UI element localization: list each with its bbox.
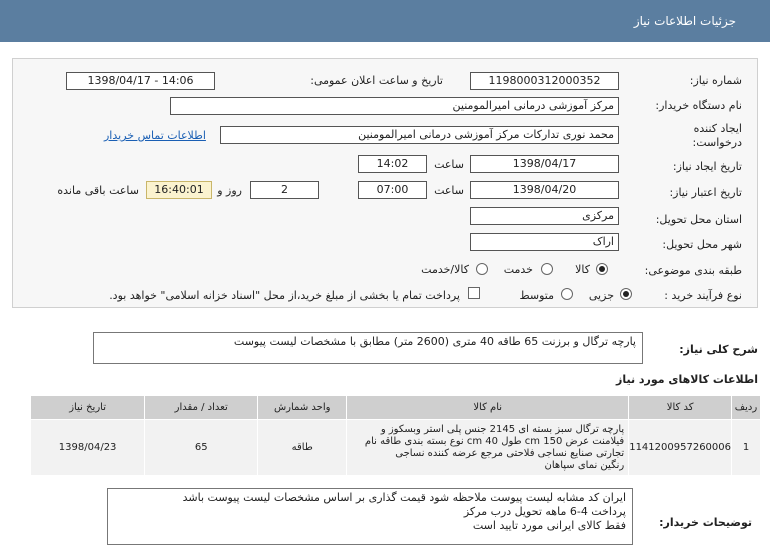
process-minor-label: جزیی bbox=[588, 289, 614, 302]
table-row bbox=[31, 420, 761, 476]
validity-time-label: ساعت bbox=[434, 184, 464, 197]
cell-row: 1 bbox=[732, 420, 761, 476]
col-qty: تعداد / مقدار bbox=[145, 396, 258, 420]
cell-name-line: پارچه ترگال سبز بسته ای 2145 جنس پلی استر وبسکوز و bbox=[380, 423, 625, 435]
announce-label: تاریخ و ساعت اعلان عمومی: bbox=[310, 74, 443, 87]
contact-info-link[interactable]: اطلاعات تماس خریدار bbox=[104, 129, 206, 142]
cell-unit: طاقه bbox=[258, 420, 347, 476]
days-label: روز و bbox=[217, 184, 242, 197]
buyer-org-field: مرکز آموزشی درمانی امیرالمومنین bbox=[170, 97, 619, 115]
category-both-radio[interactable] bbox=[476, 263, 488, 275]
page-header bbox=[0, 0, 770, 42]
cell-code: 1141200957260006 bbox=[629, 420, 732, 476]
need-number-label: شماره نیاز: bbox=[689, 74, 742, 87]
city-field: اراک bbox=[470, 233, 619, 251]
cell-name-line: تجارتی صنایع نساجی فلاحتی مرجع عرضه کننده نساجی bbox=[395, 447, 625, 459]
creator-label-1: ایجاد کننده bbox=[693, 122, 742, 135]
buyer-org-label: نام دستگاه خریدار: bbox=[655, 99, 742, 112]
city-label: شهر محل تحویل: bbox=[662, 238, 742, 251]
process-label: نوع فرآیند خرید : bbox=[664, 289, 742, 302]
announce-field: 1398/04/17 - 14:06 bbox=[66, 72, 215, 90]
cell-name bbox=[347, 420, 629, 476]
province-label: استان محل تحویل: bbox=[655, 213, 742, 226]
category-goods-radio[interactable] bbox=[596, 263, 608, 275]
create-time-field: 14:02 bbox=[358, 155, 427, 173]
process-medium-label: متوسط bbox=[519, 289, 554, 302]
process-minor-radio[interactable] bbox=[620, 288, 632, 300]
summary-text: پارچه ترگال و برزنت 65 طاقه 40 متری (2600 متر) مطابق با مشخصات لیست پیوست bbox=[233, 335, 636, 348]
remaining-days-field: 2 bbox=[250, 181, 319, 199]
summary-label: شرح کلی نیاز: bbox=[679, 343, 758, 356]
create-time-label: ساعت bbox=[434, 158, 464, 171]
category-label: طبقه بندی موضوعی: bbox=[644, 264, 742, 277]
process-medium-radio[interactable] bbox=[561, 288, 573, 300]
treasury-payment-checkbox[interactable] bbox=[468, 287, 480, 299]
col-row: ردیف bbox=[732, 396, 761, 420]
col-date: تاریخ نیاز bbox=[31, 396, 145, 420]
remaining-label: ساعت باقی مانده bbox=[57, 184, 139, 197]
create-date-label: تاریخ ایجاد نیاز: bbox=[672, 160, 742, 173]
cell-name-line: فیلامنت عرض 150 cm طول 40 cm نوع بسته بندی طاقه نام bbox=[364, 435, 625, 447]
cell-name-line: رنگین نمای سپاهان bbox=[544, 459, 625, 471]
creator-field: محمد نوری تدارکات مرکز آموزشی درمانی امیرالمومنین bbox=[220, 126, 619, 144]
treasury-payment-note: پرداخت تمام یا بخشی از مبلغ خرید،از محل "اسناد خزانه اسلامی" خواهد بود. bbox=[109, 289, 460, 302]
col-code: کد کالا bbox=[629, 396, 732, 420]
validity-date-label: تاریخ اعتبار نیاز: bbox=[669, 186, 742, 199]
notes-label: توضیحات خریدار: bbox=[659, 516, 752, 529]
create-date-field: 1398/04/17 bbox=[470, 155, 619, 173]
category-service-label: خدمت bbox=[503, 263, 533, 276]
creator-label-2: درخواست: bbox=[692, 136, 742, 149]
validity-date-field: 1398/04/20 bbox=[470, 181, 619, 199]
category-both-label: کالا/خدمت bbox=[421, 263, 469, 276]
col-name: نام کالا bbox=[347, 396, 629, 420]
category-service-radio[interactable] bbox=[541, 263, 553, 275]
summary-box bbox=[93, 332, 643, 364]
notes-line: پرداخت 4-6 ماهه تحویل درب مرکز bbox=[463, 505, 626, 518]
notes-line: فقط کالای ایرانی مورد تایید است bbox=[472, 519, 626, 532]
items-section-title: اطلاعات کالاهای مورد نیاز bbox=[616, 373, 758, 386]
cell-qty: 65 bbox=[145, 420, 258, 476]
validity-time-field: 07:00 bbox=[358, 181, 427, 199]
notes-line: ایران کد مشابه لیست پیوست ملاحظه شود قیمت گذاری بر اساس مشخصات لیست پیوست باشد bbox=[182, 491, 626, 504]
col-unit: واحد شمارش bbox=[258, 396, 347, 420]
cell-date: 1398/04/23 bbox=[31, 420, 145, 476]
province-field: مرکزی bbox=[470, 207, 619, 225]
category-goods-label: کالا bbox=[575, 263, 590, 276]
need-number-field: 1198000312000352 bbox=[470, 72, 619, 90]
remaining-time-field: 16:40:01 bbox=[146, 181, 212, 199]
page-title: جزئیات اطلاعات نیاز bbox=[633, 14, 736, 28]
notes-box bbox=[107, 488, 633, 545]
items-table bbox=[30, 395, 761, 476]
